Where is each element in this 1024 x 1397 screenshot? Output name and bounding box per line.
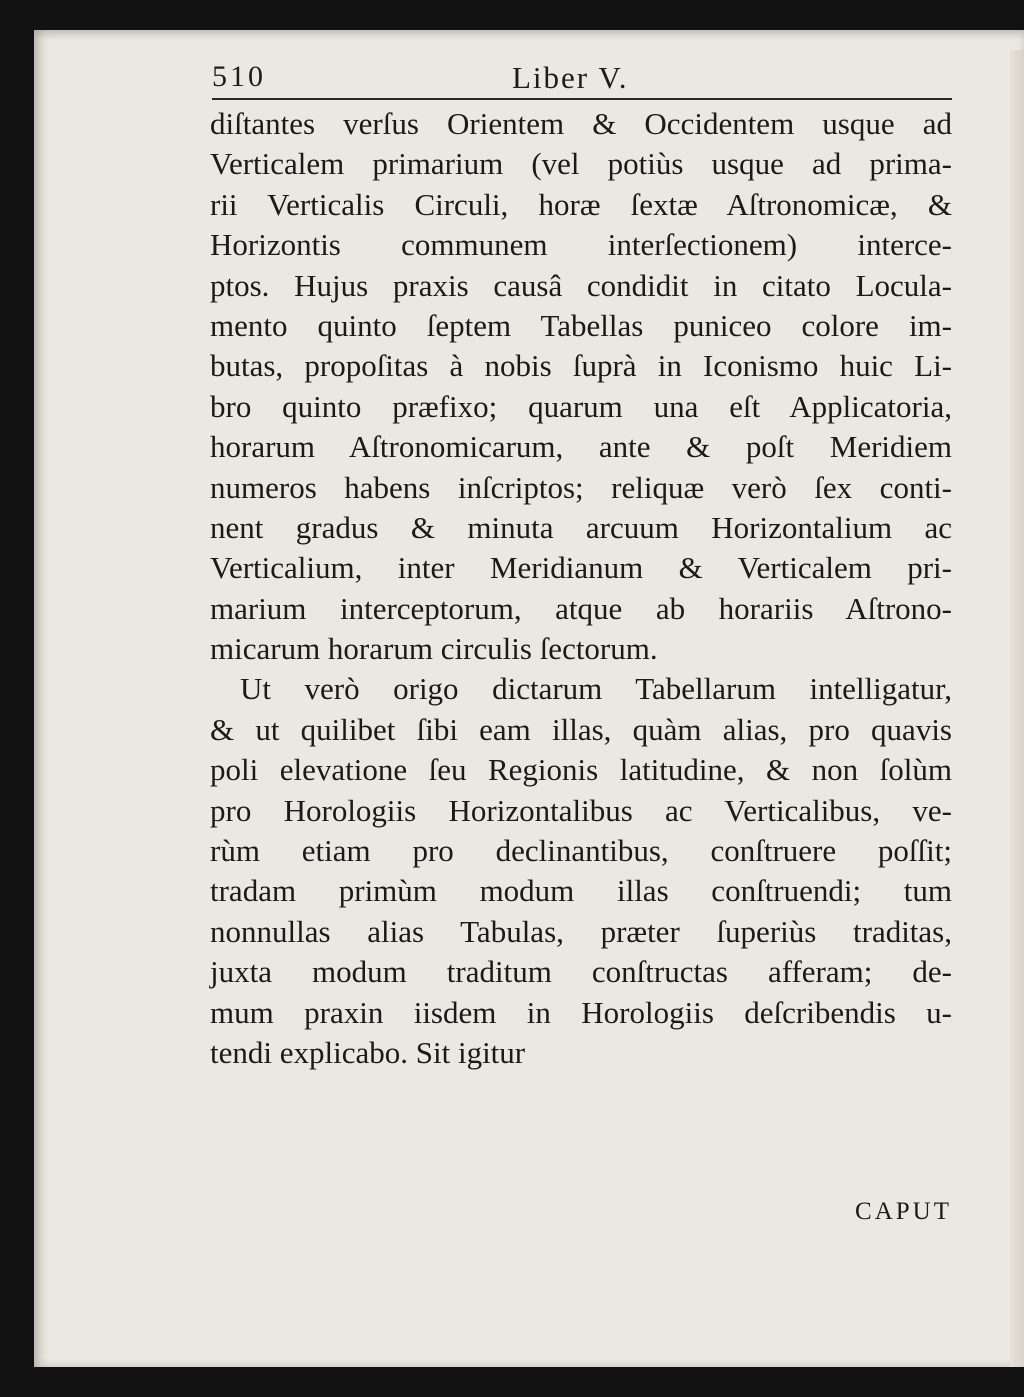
running-header [212, 60, 952, 100]
text-line: diſtantes verſus Orientem & Occidentem usque ad [210, 106, 952, 141]
page-number: 510 [212, 60, 266, 93]
paragraph-2 [210, 669, 952, 1073]
text-line: bro quinto præfixo; quarum una eſt Applicatoria, [210, 388, 952, 424]
text-line: nent gradus & minuta arcuum Horizontalium ac [210, 509, 952, 545]
text-line: tendi explicabo. Sit igitur [210, 1034, 526, 1070]
text-line: & ut quilibet ſibi eam illas, quàm alias, pro quavis [210, 711, 952, 747]
page-edge [1010, 50, 1024, 1367]
text-line: tradam primùm modum illas conſtruendi; tum [210, 873, 952, 909]
text-line: rùm etiam pro declinantibus, conſtruere poſſit; [210, 833, 952, 869]
running-title: Liber V. [512, 60, 629, 95]
body-text [210, 104, 952, 1073]
text-line: juxta modum traditum conſtructas afferam; de- [210, 954, 952, 990]
text-line: Verticalem primarium (vel potiùs usque ad prima- [210, 146, 952, 182]
catchword: CAPUT [855, 1198, 952, 1225]
text-line: marium interceptorum, atque ab horariis Aſtrono- [210, 590, 952, 626]
text-line: poli elevatione ſeu Regionis latitudine, & non ſolùm [210, 752, 952, 788]
text-line: horarum Aſtronomicarum, ante & poſt Meridiem [210, 429, 952, 465]
text-line: pro Horologiis Horizontalibus ac Verticalibus, ve- [210, 792, 952, 828]
text-line: Ut verò origo dictarum Tabellarum intelligatur, [240, 671, 952, 707]
text-line: numeros habens inſcriptos; reliquæ verò ſex conti- [210, 469, 952, 505]
text-line: nonnullas alias Tabulas, præter ſuperiùs traditas, [210, 913, 952, 949]
text-line: micarum horarum circulis ſectorum. [210, 631, 658, 667]
text-line: butas, propoſitas à nobis ſuprà in Iconismo huic Li- [210, 348, 952, 384]
text-line: Verticalium, inter Meridianum & Verticalem pri- [210, 550, 952, 586]
text-line: mento quinto ſeptem Tabellas puniceo colore im- [210, 307, 952, 343]
text-line: mum praxin iisdem in Horologiis deſcribendis u- [210, 994, 952, 1030]
paragraph-1 [210, 104, 952, 669]
header-rule [212, 98, 952, 100]
text-line: rii Verticalis Circuli, horæ ſextæ Aſtronomicæ, & [210, 186, 952, 222]
text-line: Horizontis communem interſectionem) interce- [210, 227, 952, 263]
text-line: ptos. Hujus praxis causâ condidit in citato Locula- [210, 267, 952, 303]
